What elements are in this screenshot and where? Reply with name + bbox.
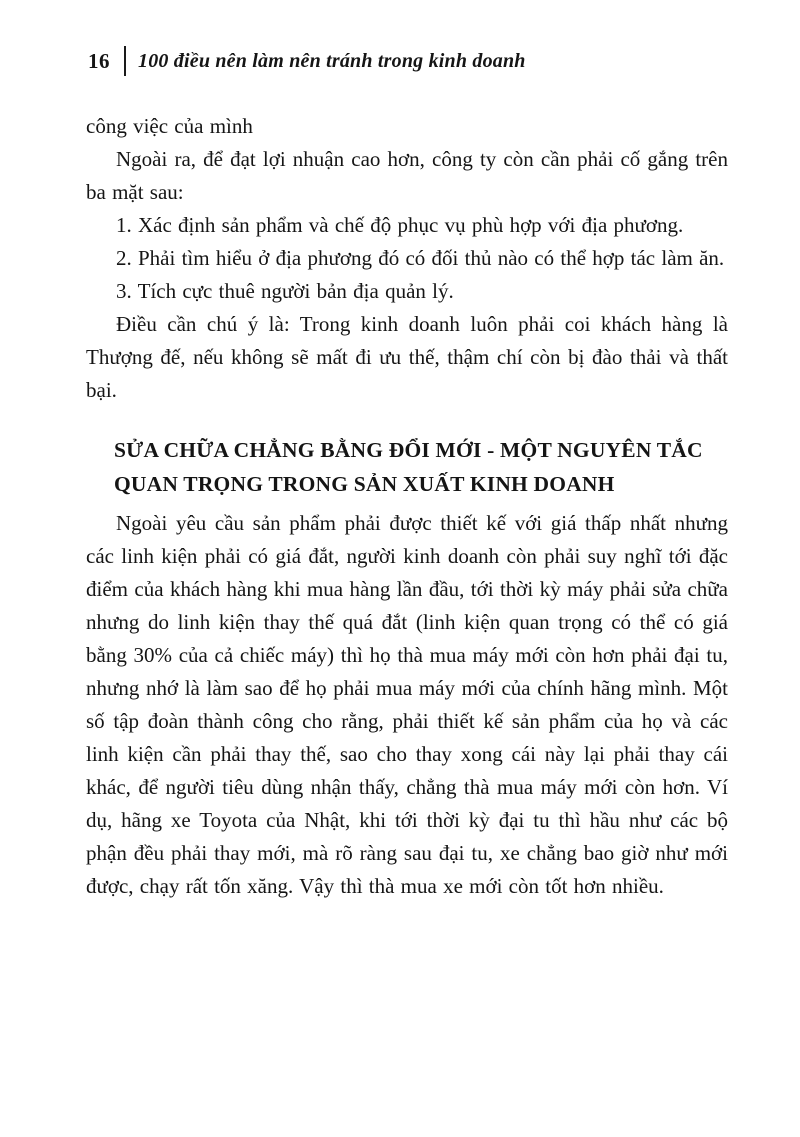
list-item-2: 2. Phải tìm hiểu ở địa phương đó có đối thủ nào có thể hợp tác làm ăn. — [116, 246, 725, 270]
paragraph: Ngoài ra, để đạt lợi nhuận cao hơn, công ty còn cần phải cố gắng trên ba mặt sau: — [86, 147, 728, 204]
header-divider — [124, 46, 126, 76]
paragraph: Điều cần chú ý là: Trong kinh doanh luôn phải coi khách hàng là Thượng đế, nếu không sẽ mất đi ưu thế, thậm chí còn bị đào thải và thất bại. — [86, 312, 728, 402]
list-item-3: 3. Tích cực thuê người bản địa quản lý. — [116, 279, 454, 303]
page-body — [86, 110, 728, 903]
list-item-1: 1. Xác định sản phẩm và chế độ phục vụ phù hợp với địa phương. — [116, 213, 684, 237]
paragraph: Ngoài yêu cầu sản phẩm phải được thiết kế với giá thấp nhất nhưng các linh kiện phải có giá đắt, người kinh doanh còn phải suy nghĩ tới đặc điểm của khách hàng khi mua hàng lần đầu, tới thời kỳ máy phải sửa chữa nhưng do linh kiện thay thế quá đắt (linh kiện quan trọng có thể có giá bằng 30% của cả chiếc máy) thì họ thà mua máy mới còn hơn phải đại tu, nhưng nhớ là làm sao để họ phải mua máy mới của chính hãng mình. Một số tập đoàn thành công cho rằng, phải thiết kế sản phẩm của họ và các linh kiện cần phải thay thế, sao cho thay xong cái này lại phải thay cái khác, để người tiêu dùng nhận thấy, chẳng thà mua máy mới còn hơn. Ví dụ, hãng xe Toyota của Nhật, khi tới thời kỳ đại tu thì hầu như các bộ phận đều phải thay mới, mà rõ ràng sau đại tu, xe chẳng bao giờ như mới được, chạy rất tốn xăng. Vậy thì thà mua xe mới còn tốt hơn nhiều. — [86, 511, 728, 898]
section-heading: SỬA CHỮA CHẲNG BẰNG ĐỔI MỚI - MỘT NGUYÊN TẮC QUAN TRỌNG TRONG SẢN XUẤT KINH DOANH — [114, 438, 703, 496]
running-title: 100 điều nên làm nên tránh trong kinh doanh — [138, 49, 526, 72]
page-number: 16 — [88, 48, 110, 73]
page-header — [86, 46, 728, 76]
paragraph-continuation: công việc của mình — [86, 114, 253, 138]
